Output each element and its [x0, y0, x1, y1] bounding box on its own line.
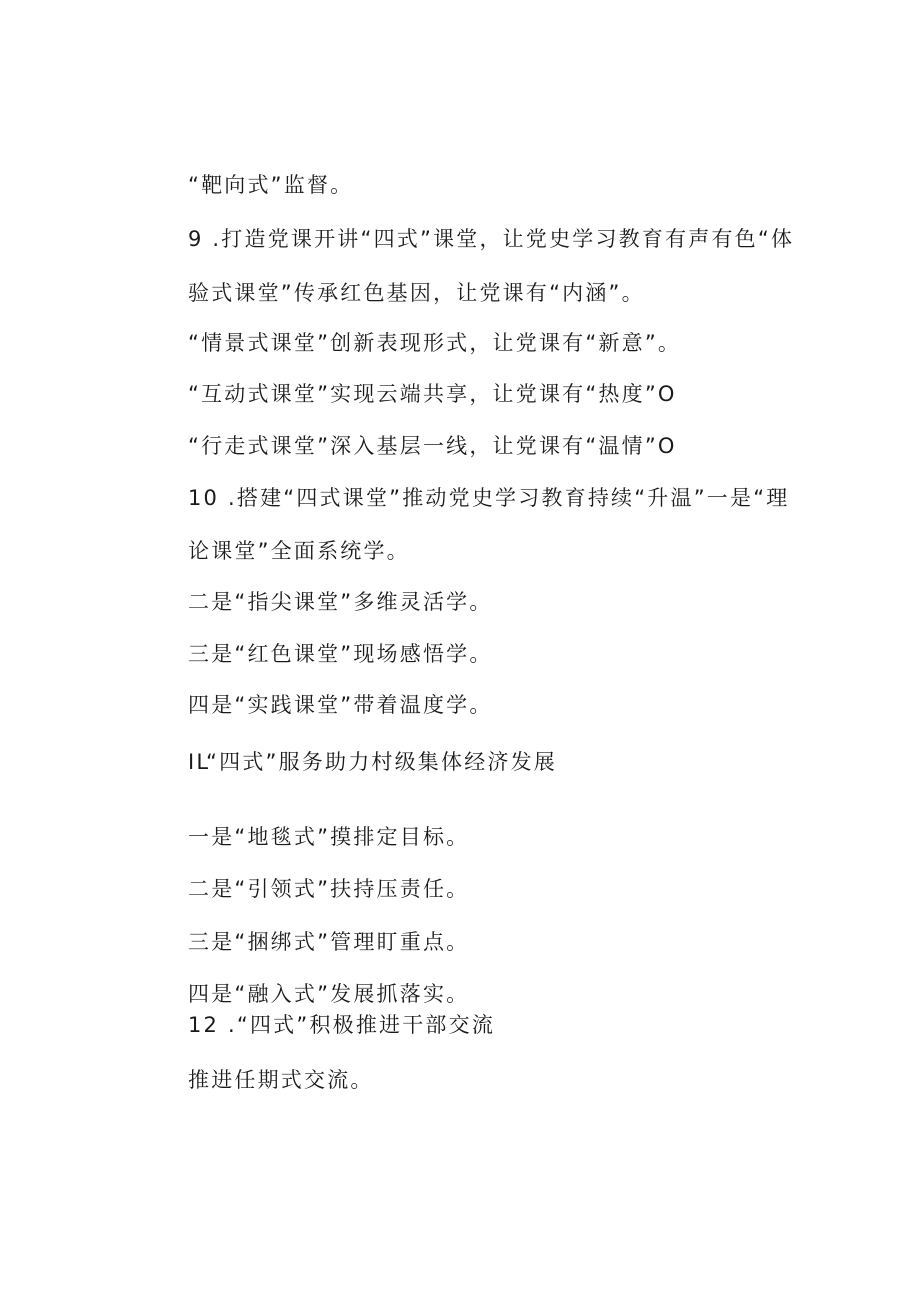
text-line: 四是“融入式”发展抓落实。 [188, 982, 470, 1006]
text-line: “情景式课堂”创新表现形式，让党课有“新意”。 [188, 331, 682, 355]
text-line: 验式课堂”传承红色基因，让党课有“内涵”。 [188, 281, 645, 305]
text-line: 一是“地毯式”摸排定目标。 [188, 825, 470, 849]
text-line: 二是“引领式”扶持压责任。 [188, 877, 470, 901]
text-line: 12 .“四式”积极推进干部交流 [188, 1013, 496, 1037]
text-line: 推进任期式交流。 [188, 1068, 374, 1092]
text-line: “行走式课堂”深入基层一线，让党课有“温情”O [188, 434, 677, 458]
text-line: 10 .搭建“四式课堂”推动党史学习教育持续“升温”一是“理 [188, 486, 790, 510]
text-line: “互动式课堂”实现云端共享，让党课有“热度”O [188, 382, 677, 406]
text-line: 9 .打造党课开讲“四式”课堂，让党史学习教育有声有色“体 [188, 227, 795, 251]
text-line: 三是“红色课堂”现场感悟学。 [188, 642, 493, 666]
text-line: 四是“实践课堂”带着温度学。 [188, 693, 493, 717]
text-line: IL“四式”服务助力村级集体经济发展 [188, 750, 557, 774]
text-line: 论课堂”全面系统学。 [188, 539, 410, 563]
text-line: 二是“指尖课堂”多维灵活学。 [188, 590, 493, 614]
text-line: “靶向式”监督。 [188, 173, 354, 197]
text-line: 三是“捆绑式”管理盯重点。 [188, 930, 470, 954]
